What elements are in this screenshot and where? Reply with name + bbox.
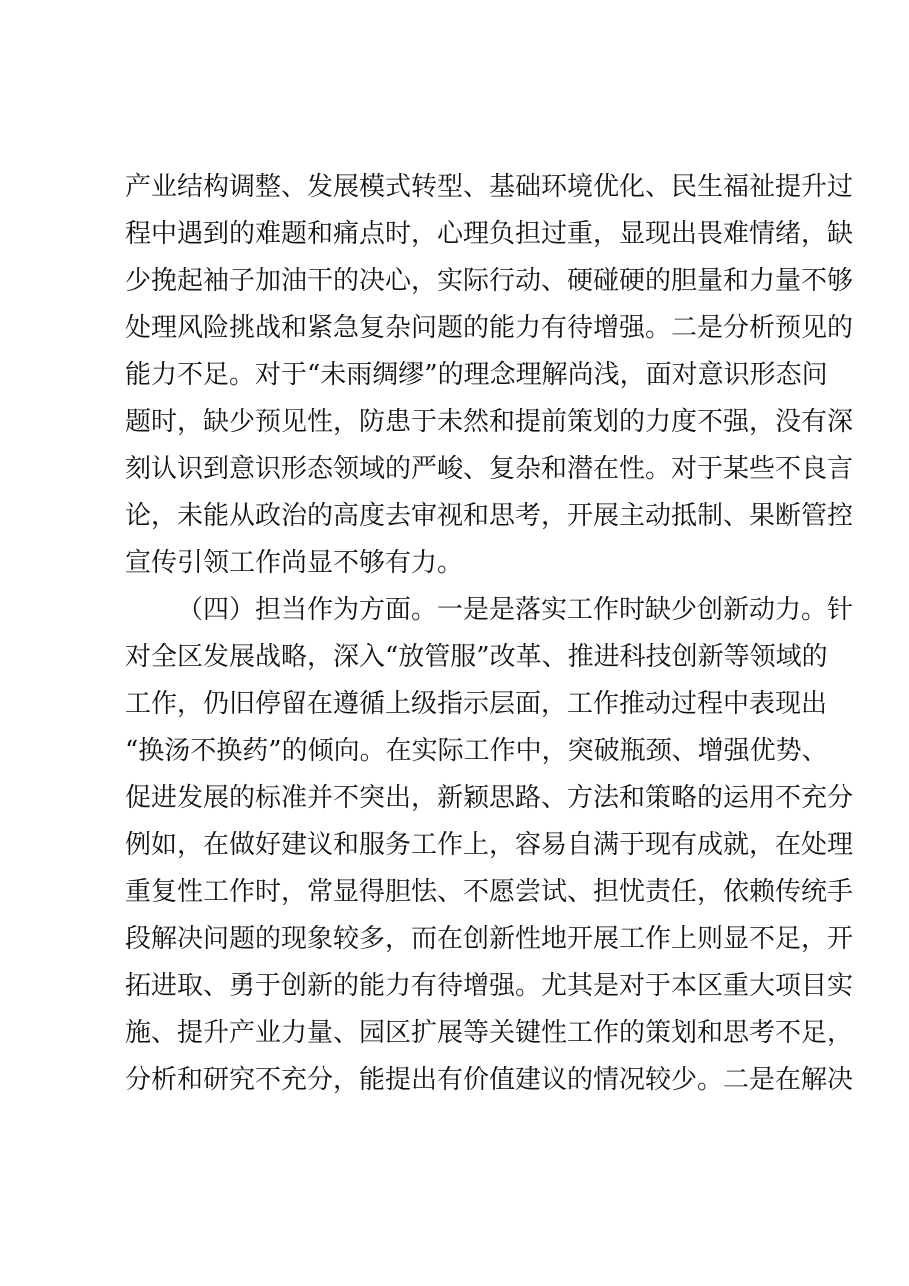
text-line: 重复性工作时，常显得胆怯、不愿尝试、担忧责任，依赖传统手 xyxy=(125,877,854,907)
text-line: 工作，仍旧停留在遵循上级指示层面，工作推动过程中表现出 xyxy=(125,689,828,719)
body-text xyxy=(125,164,854,1104)
text-line: 刻认识到意识形态领域的严峻、复杂和潜在性。对于某些不良言 xyxy=(125,454,854,484)
text-line: 题时，缺少预见性，防患于未然和提前策划的力度不强，没有深 xyxy=(125,407,854,437)
section-heading-line: （四）担当作为方面。一是是落实工作时缺少创新动力。针 xyxy=(177,595,854,625)
text-line: 能力不足。对于“未雨绸缪”的理念理解尚浅，面对意识形态问 xyxy=(125,360,828,390)
text-line: 施、提升产业力量、园区扩展等关键性工作的策划和思考不足， xyxy=(125,1018,854,1048)
text-line: 拓进取、勇于创新的能力有待增强。尤其是对于本区重大项目实 xyxy=(125,971,854,1001)
text-line: 对全区发展战略，深入“放管服”改革、推进科技创新等领域的 xyxy=(125,642,828,672)
text-line: 产业结构调整、发展模式转型、基础环境优化、民生福祉提升过 xyxy=(125,172,854,202)
text-line: 程中遇到的难题和痛点时，心理负担过重，显现出畏难情绪，缺 xyxy=(125,219,854,249)
text-line: 促进发展的标准并不突出，新颖思路、方法和策略的运用不充分 xyxy=(125,783,854,813)
text-line: “换汤不换药”的倾向。在实际工作中，突破瓶颈、增强优势、 xyxy=(125,736,828,766)
text-line: 例如，在做好建议和服务工作上，容易自满于现有成就，在处理 xyxy=(125,830,854,860)
text-line: 少挽起袖子加油干的决心，实际行动、硬碰硬的胆量和力量不够 xyxy=(125,266,854,296)
text-line: 分析和研究不充分，能提出有价值建议的情况较少。二是在解决 xyxy=(125,1065,854,1095)
text-line: 宣传引领工作尚显不够有力。 xyxy=(125,548,464,578)
text-line: 处理风险挑战和紧急复杂问题的能力有待增强。二是分析预见的 xyxy=(125,313,854,343)
text-line: 论，未能从政治的高度去审视和思考，开展主动抵制、果断管控 xyxy=(125,501,854,531)
text-line: 段解决问题的现象较多，而在创新性地开展工作上则显不足，开 xyxy=(125,924,854,954)
